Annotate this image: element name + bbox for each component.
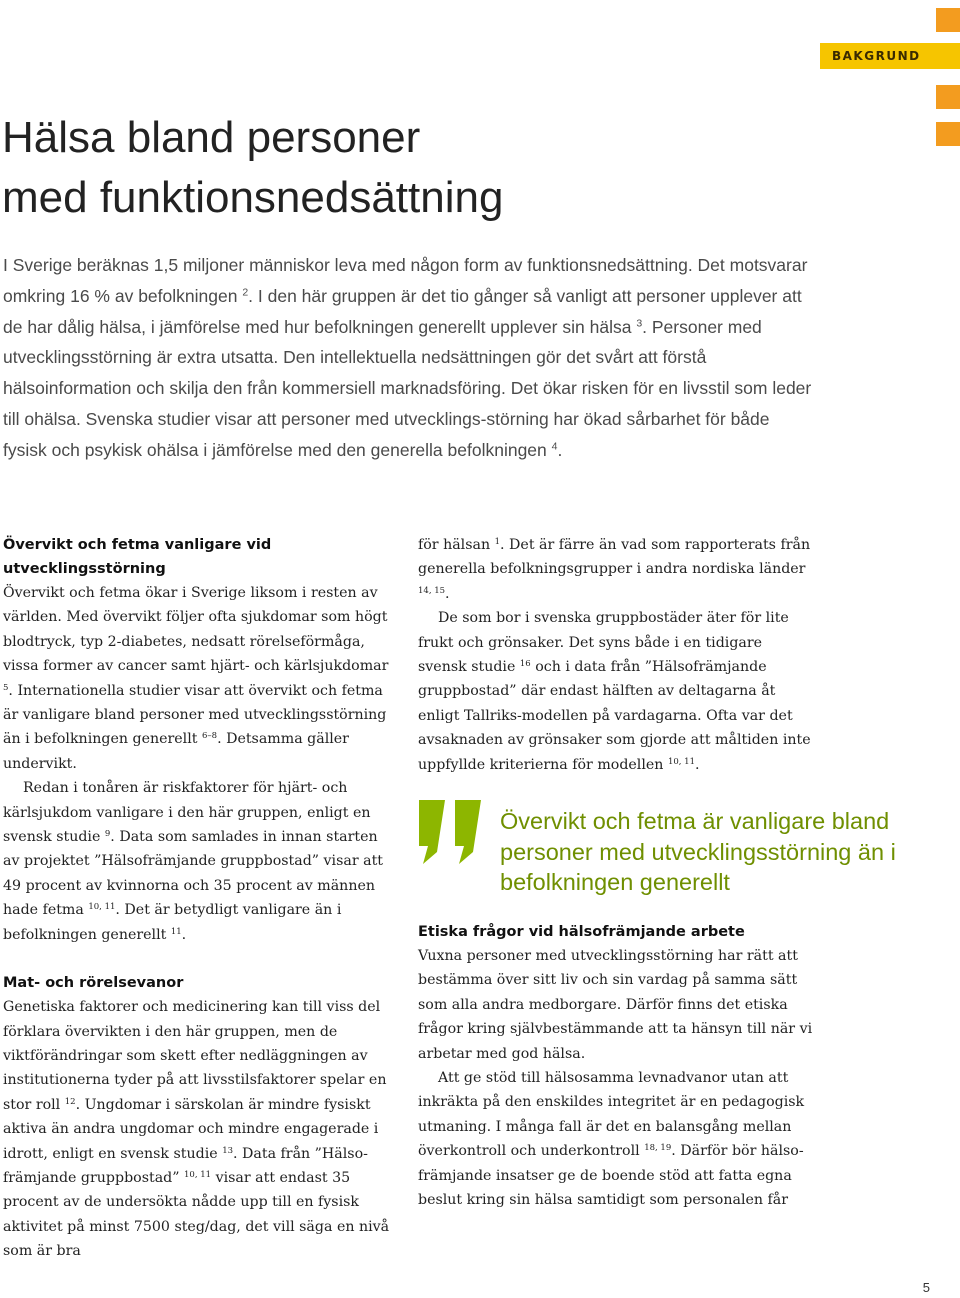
right-column-bottom xyxy=(418,920,813,1212)
intro-paragraph: I Sverige beräknas 1,5 miljoner människor leva med någon form av funktionsnedsättning. Det motsvarar omkring 16 % av befolkningen $^2$. I den här gruppen är det tio gånger så vanligt att personer upplever att de har dålig hälsa, i jämförelse med hur befolkningen generellt upplever sin hälsa $^3$. Personer med utvecklingsstörning är extra utsatta. Den intellektuella nedsättningen gör det svårt att förstå hälsoinformation och skilja den från kommersiell marknadsföring. Det ökar risken för en livsstil som leder till ohälsa. Svenska studier visar att personer med utvecklings-störning har ökad sårbarhet för både fysisk och psykisk ohälsa i jämförelse med den generella befolkningen $^4$. xyxy=(3,255,812,460)
pull-quote: Övervikt och fetma är vanligare bland personer med utvecklingsstörning än i befolkningen generellt xyxy=(500,808,896,895)
decor-square-2 xyxy=(936,85,960,109)
paragraph-health-continued: för hälsan $^1$. Det är färre än vad som rapporterats från generella befolkningsgrupper i andra nordiska länder $^{14, 15}$. xyxy=(418,536,811,602)
page-number: 5 xyxy=(922,1280,930,1295)
heading-ethics: Etiska frågor vid hälsofrämjande arbete xyxy=(418,924,745,940)
paragraph-overweight-2: Redan i tonåren är riskfaktorer för hjärt- och kärlsjukdom vanligare i den här gruppen, enligt en svensk studie $^9$. Data som samlades in innan starten av projektet ”Hälsofrämjande gruppbostad” visar att 49 procent av kvinnorna och 35 procent av männen hade fetma $^{10, 11}$. Det är betydligt vanligare än i befolkningen generellt $^{11}$. xyxy=(3,780,383,943)
paragraph-ethics-1: Vuxna personer med utvecklingsstörning har rätt att bestämma över sitt liv och sin vardag på samma sätt som alla andra medborgare. Därför finns det etiska frågor kring självbestämmande att ta hänsyn till när vi arbetar med god hälsa. xyxy=(418,948,813,1062)
title-line-1: Hälsa bland personer xyxy=(2,113,421,162)
right-column-top xyxy=(418,533,813,777)
quote-mark-icon xyxy=(415,796,487,868)
left-column xyxy=(3,533,393,1264)
paragraph-fruit-vegetables: De som bor i svenska gruppbostäder äter för lite frukt och grönsaker. Det syns både i en tidigare svensk studie $^{16}$ och i data från ”Hälsofrämjande gruppbostad” där endast hälften av deltagarna åt enligt Tallriks-modellen på vardagarna. Ofta var det avsaknaden av grönsaker som gjorde att måltiden inte uppfyllde kriterierna för modellen $^{10, 11}$. xyxy=(418,610,811,773)
section-badge: BAKGRUND xyxy=(820,43,960,69)
title-line-2: med funktionsnedsättning xyxy=(2,173,504,222)
page-title xyxy=(2,108,503,228)
heading-overweight: Övervikt och fetma vanligare vid utvecklingsstörning xyxy=(3,537,272,577)
decor-square-1 xyxy=(936,8,960,32)
paragraph-food-exercise: Genetiska faktorer och medicinering kan till viss del förklara övervikten i den här gruppen, men de viktförändringar som skett efter nedläggningen av institutionerna tyder på att livsstilsfaktorer spelar en stor roll $^{12}$. Ungdomar i särskolan är mindre fysiskt aktiva än andra ungdomar och mindre engagerade i idrott, enligt en svensk studie $^{13}$. Data från ”Hälso-främjande gruppbostad” $^{10, 11}$ visar att endast 35 procent av de undersökta nådde upp till en fysisk aktivitet på minst 7500 steg/dag, det vill säga en nivå som är bra xyxy=(3,999,390,1260)
paragraph-overweight-1: Övervikt och fetma ökar i Sverige liksom i resten av världen. Med övervikt följer ofta sjukdomar som högt blodtryck, typ 2-diabetes, nedsatt rörelseförmåga, vissa former av cancer samt hjärt- och kärlsjukdomar $^5$. Internationella studier visar att övervikt och fetma är vanligare bland personer med utvecklingsstörning än i befolkningen generellt $^{6-8}$. Detsamma gäller undervikt. xyxy=(3,585,389,772)
paragraph-ethics-2: Att ge stöd till hälsosamma levnadvanor utan att inkräkta på den enskildes integritet är en pedagogisk utmaning. I många fall är det en balansgång mellan överkontroll och underkontroll $^{18, 19}$. Därför bör hälso-främjande insatser ge de boende stöd att fatta egna beslut kring sin hälsa samtidigt som personalen får xyxy=(418,1070,805,1209)
decor-square-3 xyxy=(936,122,960,146)
heading-food-exercise: Mat- och rörelsevanor xyxy=(3,975,184,992)
